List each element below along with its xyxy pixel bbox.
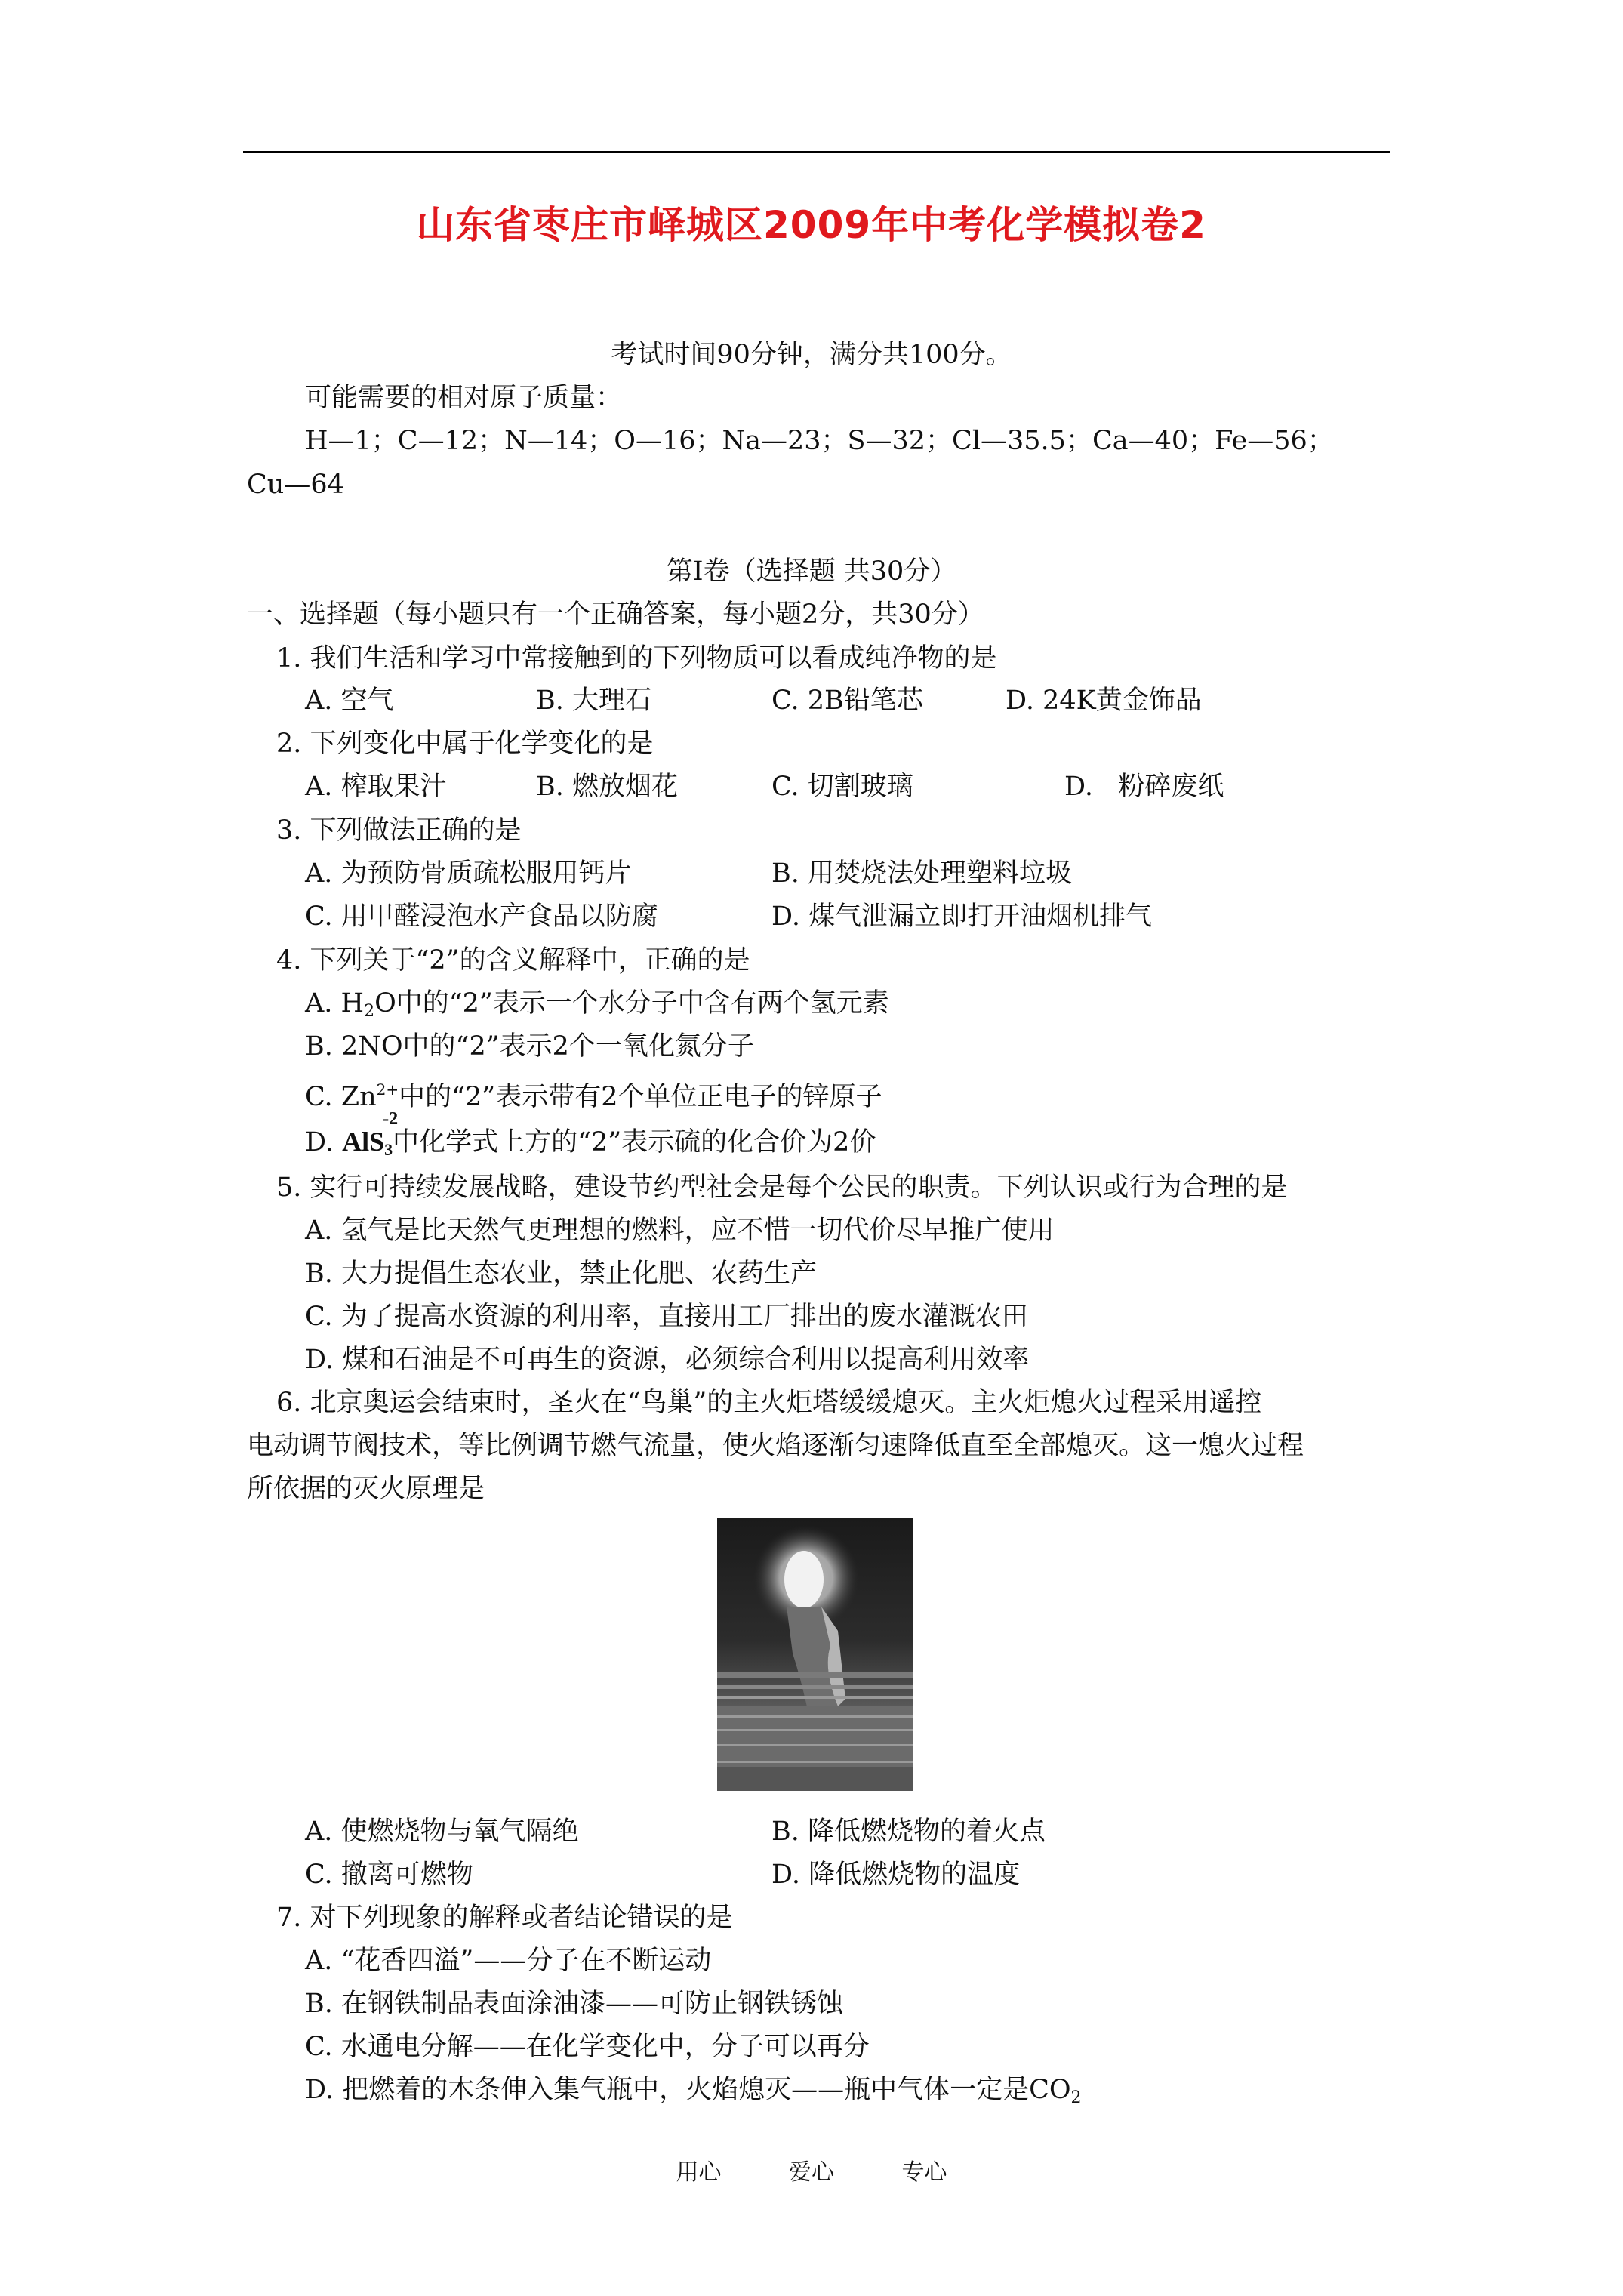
question-2-stem: 2. 下列变化中属于化学变化的是	[276, 729, 654, 759]
q4-option-b: B. 2NO中的“2”表示2个一氧化氮分子	[305, 1031, 754, 1062]
q4-c-text: 中的“2”表示带有2个单位正电子的锌原子	[399, 1082, 882, 1112]
q2-option-d: D. 粉碎废纸	[1064, 772, 1224, 802]
footer-text-3: 专心	[901, 2159, 947, 2186]
q4-option-d	[305, 1109, 876, 1166]
part-heading: 第Ⅰ卷（选择题 共30分）	[666, 556, 957, 587]
q3-option-b: B. 用焚烧法处理塑料垃圾	[771, 858, 1072, 889]
page-footer	[0, 2153, 1623, 2187]
q4-a-text: O中的“2”表示一个水分子中含有两个氢元素	[374, 988, 889, 1019]
q5-option-a: A. 氢气是比天然气更理想的燃料，应不惜一切代价尽早推广使用	[305, 1216, 1055, 1246]
q7-option-d	[305, 2073, 1082, 2115]
q5-option-c: C. 为了提高水资源的利用率，直接用工厂排出的废水灌溉农田	[305, 1302, 1028, 1332]
question-4-stem: 4. 下列关于“2”的含义解释中，正确的是	[276, 945, 750, 975]
q2-option-a: A. 榨取果汁	[305, 772, 447, 802]
footer-text-1: 用心	[676, 2159, 722, 2186]
q4-a-prefix: A. H	[305, 988, 365, 1019]
q1-option-c: C. 2B铅笔芯	[771, 686, 923, 716]
q3-option-c: C. 用甲醛浸泡水产食品以防腐	[305, 901, 658, 932]
q6-option-b: B. 降低燃烧物的着火点	[771, 1817, 1046, 1847]
question-6-stem-line3: 所依据的灭火原理是	[247, 1474, 485, 1504]
question-6-stem-line2: 电动调节阀技术，等比例调节燃气流量，使火焰逐渐匀速降低直至全部熄灭。这一熄火过程	[247, 1431, 1304, 1461]
q4-d-text: 中化学式上方的“2”表示硫的化合价为2价	[393, 1127, 876, 1157]
header-rule	[243, 151, 1390, 153]
section-heading: 一、选择题（每小题只有一个正确答案，每小题2分，共30分）	[247, 599, 984, 630]
q4-option-a	[305, 987, 889, 1028]
atomic-mass-line2: Cu—64	[247, 470, 344, 500]
question-6-stem-line1: 6. 北京奥运会结束时，圣火在“鸟巢”的主火炬塔缓缓熄灭。主火炬熄火过程采用遥控	[276, 1388, 1262, 1418]
q3-option-a: A. 为预防骨质疏松服用钙片	[305, 858, 632, 889]
q5-option-d: D. 煤和石油是不可再生的资源，必须综合利用以提高利用效率	[305, 1345, 1030, 1375]
q4-d-prefix: D.	[305, 1127, 334, 1157]
q4-d-formula	[342, 1109, 399, 1159]
q2-option-c: C. 切割玻璃	[771, 772, 913, 802]
question-5-stem: 5. 实行可持续发展战略，建设节约型社会是每个公民的职责。下列认识或行为合理的是	[276, 1173, 1288, 1203]
q2-option-b: B. 燃放烟花	[536, 772, 678, 802]
q3-option-d: D. 煤气泄漏立即打开油烟机排气	[771, 901, 1153, 932]
q6-option-c: C. 撤离可燃物	[305, 1860, 473, 1890]
q1-option-a: A. 空气	[305, 686, 394, 716]
q4-d-formula-text: AlS	[342, 1126, 385, 1157]
atomic-mass-line1: H—1；C—12；N—14；O—16；Na—23；S—32；Cl—35.5；Ca—40；Fe—56；	[305, 426, 1334, 456]
exam-time: 考试时间90分钟，满分共100分。	[611, 340, 1012, 370]
question-3-stem: 3. 下列做法正确的是	[276, 815, 522, 846]
q1-option-d: D. 24K黄金饰品	[1006, 686, 1202, 716]
q5-option-b: B. 大力提倡生态农业，禁止化肥、农药生产	[305, 1259, 817, 1289]
q6-option-d: D. 降低燃烧物的温度	[771, 1860, 1021, 1890]
q4-d-valence-mark: -2	[383, 1109, 399, 1129]
page-title: 山东省枣庄市峄城区2009年中考化学模拟卷2	[417, 203, 1206, 247]
q7-d-text: D. 把燃着的木条伸入集气瓶中，火焰熄灭——瓶中气体一定是CO	[305, 2075, 1071, 2105]
q4-c-prefix: C. Zn	[305, 1082, 377, 1112]
olympic-torch-photo	[717, 1518, 913, 1791]
footer-text-2: 爱心	[789, 2159, 834, 2186]
q6-option-a: A. 使燃烧物与氧气隔绝	[305, 1817, 579, 1847]
q7-option-a: A. “花香四溢”——分子在不断运动	[305, 1946, 712, 1976]
question-1-stem: 1. 我们生活和学习中常接触到的下列物质可以看成纯净物的是	[276, 643, 997, 673]
q7-d-subscript: 2	[1070, 2088, 1082, 2107]
q4-d-formula-subscript: 3	[384, 1140, 393, 1159]
q4-c-superscript: 2+	[376, 1080, 399, 1099]
q1-option-b: B. 大理石	[536, 686, 651, 716]
q4-a-subscript: 2	[364, 1002, 375, 1021]
q7-option-b: B. 在钢铁制品表面涂油漆——可防止钢铁锈蚀	[305, 1989, 843, 2019]
q7-option-c: C. 水通电分解——在化学变化中，分子可以再分	[305, 2032, 870, 2062]
atomic-mass-label: 可能需要的相对原子质量：	[305, 383, 623, 413]
question-7-stem: 7. 对下列现象的解释或者结论错误的是	[276, 1903, 733, 1933]
